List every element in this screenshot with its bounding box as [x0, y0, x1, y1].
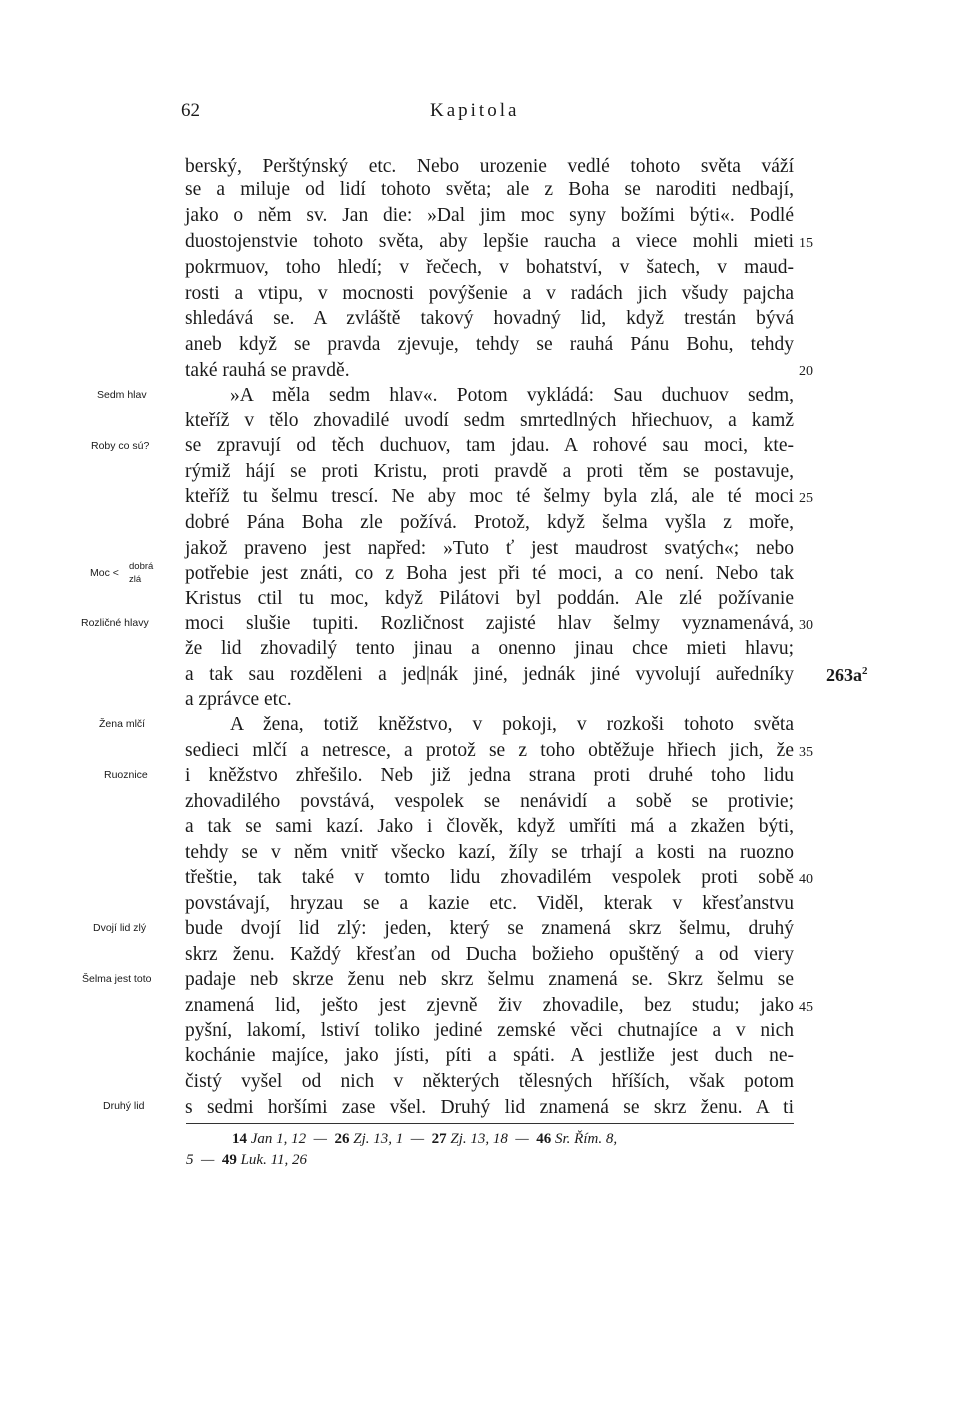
text-line: jakož praveno jest napřed: »Tuto ť jest maudrost svatých«; nebo: [185, 538, 794, 559]
line-number: 40: [799, 872, 813, 887]
text-line: i kněžstvo zhřešilo. Neb již jedna strana proti druhé toho lidu: [185, 765, 794, 786]
text-line: povstávají, hryzau se a kazie etc. Viděl, kterak v křesťanstvu: [185, 893, 794, 914]
moc-dobra: dobrá: [129, 561, 154, 572]
text-line: se a miluje od lidí tohoto světa; ale z Boha se naroditi nedbají,: [185, 179, 794, 200]
text-line: Kristus ctil tu moc, když Pilátovi byl poddán. Ale zlé požívanie: [185, 588, 794, 609]
text-line: A žena, totiž kněžstvo, v pokoji, v rozkoši tohoto světa: [230, 714, 794, 735]
margin-note-druhy-lid: Druhý lid: [103, 1100, 145, 1112]
text-line: pokrmuov, toho hledí; v řečech, v bohatství, v šatech, v maud-: [185, 257, 794, 278]
text-line: pyšní, lakomí, lstiví toliko jediné zemské věci chutnajíce a v nich: [185, 1020, 794, 1041]
text-line: sedieci mlčí a netresce, a protož se z toho obtěžuje hřiech jich, že: [185, 740, 794, 761]
margin-note-rozlicne-hlavy: Rozličné hlavy: [81, 617, 149, 629]
text-line: znamená lid, ješto jest zjevně živ zhovadile, bez studu; jako: [185, 995, 794, 1016]
text-line: také rauhá se pravdě.: [185, 360, 350, 381]
moc-zla: zlá: [129, 574, 142, 585]
line-number: 45: [799, 1000, 813, 1015]
folio-reference: $263a^2$: [826, 665, 868, 685]
text-line: tehdy se v něm vnitř všecko kazí, žíly se trhají a kosti na ruozno: [185, 842, 794, 863]
margin-note-moc: [90, 556, 180, 590]
margin-note-dvoji-lid: Dvojí lid zlý: [93, 922, 147, 934]
text-line: a tak se sami kazí. Jako i člověk, když umříti má a zkažen býti,: [185, 816, 794, 837]
text-line: že lid zhovadilý tento jinau a onenno jinau chce mieti hlavu;: [185, 638, 794, 659]
text-line: »A měla sedm hlav«. Potom vykládá: Sau duchuov sedm,: [230, 385, 794, 406]
margin-note-zena-mlci: Žena mlčí: [99, 718, 146, 730]
page-number: 62: [181, 100, 200, 121]
line-number: 25: [799, 491, 813, 506]
text-line: kteříž v tělo zhovadilé uvodí sedm smrtedlných hřiechuov, a kamž: [185, 410, 794, 431]
text-line: padaje neb skrze ženu neb skrz šelmu znamená se. Skrz šelmu se: [185, 969, 794, 990]
text-line: dobré Pána Boha zle požívá. Protož, když šelma vyšla z moře,: [185, 512, 794, 533]
text-line: rýmiž hájí se proti Kristu, proti pravdě a proti těm se postavuje,: [185, 461, 794, 482]
text-line: kteříž tu šelmu trescí. Ne aby moc té šelmy byla zlá, ale té moci: [185, 486, 794, 507]
text-line: a zprávce etc.: [185, 689, 292, 710]
text-line: moci slušie tupiti. Rozličnost zajisté hlav šelmy vyznamenává,: [185, 613, 794, 634]
footnote-line-1: 14 Jan 1, 12 — 26 Zj. 13, 1 — 27 Zj. 13, 18 — 46 Sr. Řím. 8,: [232, 1131, 618, 1147]
line-number: 30: [799, 618, 813, 633]
text-line: kochánie majíce, jako jísti, píti a spáti. A jestliže jest duch ne-: [185, 1045, 794, 1066]
margin-note-sedm-hlav: Sedm hlav: [97, 389, 147, 401]
bracket-icon: <: [112, 567, 119, 579]
line-number: 15: [799, 236, 813, 251]
line-number: 20: [799, 364, 813, 379]
running-header: Kapitola: [430, 100, 520, 121]
text-line: třeštie, tak také v tomto lidu zhovadilém vespolek proti sobě: [185, 867, 794, 888]
text-line: čistý vyšel od nich v některých tělesných hříších, však potom: [185, 1071, 794, 1092]
text-line: se zpravují od těch duchuov, tam jdau. A rohové sau moci, kte-: [185, 435, 794, 456]
text-line: rosti a vtipu, v mocnosti povýšenie a v radách jich všudy pajcha: [185, 283, 794, 304]
footnote-line-2: 5 — 49 Luk. 11, 26: [186, 1152, 307, 1168]
line-number: 35: [799, 745, 813, 760]
text-line: aneb když se pravda zjevuje, tehdy se rauhá Pánu Bohu, tehdy: [185, 334, 794, 355]
footnote-rule: [186, 1123, 794, 1124]
text-line: jako o něm sv. Jan die: »Dal jim moc syny božími býti«. Podlé: [185, 205, 794, 226]
margin-note-selma: Šelma jest toto: [82, 973, 152, 985]
text-line: skrz ženu. Každý křesťan od Ducha božieho opuštěný a od viery: [185, 944, 794, 965]
margin-note-ruoznice: Ruoznice: [104, 769, 148, 781]
moc-label: Moc <: [90, 567, 119, 579]
text-line: berský, Perštýnský etc. Nebo urozenie vedlé tohoto světa váží: [185, 156, 794, 177]
text-line: a tak sau rozděleni a jed|nák jiné, jednák jiné vyvolují auředníky: [185, 664, 794, 685]
text-line: bude dvojí lid zlý: jeden, který se znamená skrz šelmu, druhý: [185, 918, 794, 939]
text-line: s sedmi horšími zase všel. Druhý lid znamená se skrz ženu. A ti: [185, 1097, 794, 1118]
text-line: zhovadilého povstává, vespolek se nenávidí a sobě se protivie;: [185, 791, 794, 812]
text-line: shledává se. A zvláště takový hovadný lid, když trestán bývá: [185, 308, 794, 329]
text-line: potřebie jest znáti, co z Boha jest při té moci, a co není. Nebo tak: [185, 563, 794, 584]
text-line: duostojenstvie tohoto světa, aby lepšie raucha a viece mohli mieti: [185, 231, 794, 252]
margin-note-roby: Roby co sú?: [91, 440, 150, 452]
